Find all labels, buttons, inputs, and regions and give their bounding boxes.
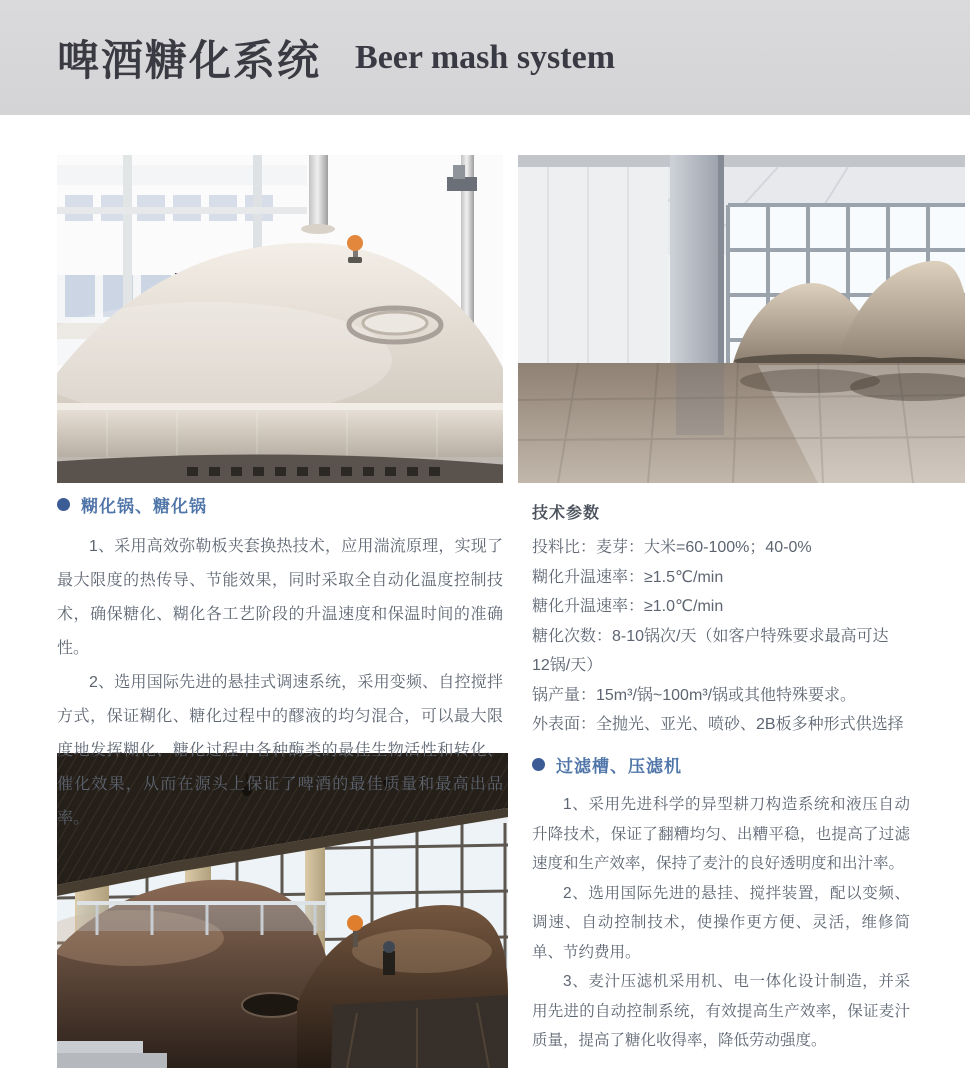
param-feed-ratio: 投料比：麦芽：大米=60-100%；40-0%: [532, 539, 812, 556]
section-heading-mash: [57, 492, 503, 517]
photo-brewhall-two-tuns: [518, 155, 965, 483]
param-gelatinization-rate: 糊化升温速率：≥1.5℃/min: [532, 568, 724, 586]
mash-paragraph-2: 2、选用国际先进的悬挂式调速系统，采用变频、自控搅拌方式，保证糊化、糖化过程中的醪液的均匀混合，可以最大限度地发挥糊化、糖化过程中各种酶类的最佳生物活性和转化、催化效果，从而在源头上保证了啤酒的最佳质量和最高出品率。: [57, 674, 503, 827]
mash-paragraph-1: 1、采用高效弥勒板夹套换热技术，应用湍流原理，实现了最大限度的热传导、节能效果，同时采取全自动化温度控制技术，确保糖化、糊化各工艺阶段的升温速度和保温时间的准确性。: [57, 538, 503, 657]
section-filter-press: [532, 752, 910, 1056]
param-saccharification-rate: 糖化升温速率：≥1.0℃/min: [532, 598, 724, 615]
brewhall-illustration: [518, 155, 965, 483]
param-pot-capacity: 锅产量：15m³/锅~100m³/锅或其他特殊要求。: [532, 686, 857, 704]
page-header: [0, 0, 970, 115]
page-title-english: Beer mash system: [355, 38, 616, 76]
section-mash-pots: [57, 492, 503, 836]
section-title-filter: 过滤槽、压滤机: [556, 757, 682, 776]
section-tech-params: [532, 500, 934, 740]
filter-paragraph-2: 2、选用国际先进的悬挂、搅拌装置，配以变频、调速、自动控制技术，使操作更方便、灵活，维修简单、节约费用。: [532, 884, 910, 961]
section-title-mash: 糊化锅、糖化锅: [81, 497, 207, 516]
filter-paragraph-3: 3、麦汁压滤机采用机、电一体化设计制造，并采用先进的自动控制系统，有效提高生产效率，保证麦汁质量，提高了糖化收得率，降低劳动强度。: [532, 973, 910, 1049]
bullet-icon: [532, 758, 545, 771]
photo-mash-tun-closeup: [57, 155, 503, 483]
param-batches-per-day: 糖化次数：8-10锅次/天（如客户特殊要求最高可达: [532, 627, 889, 645]
param-outer-surface: 外表面：全抛光、亚光、喷砂、2B板多种形式供选择: [532, 716, 904, 733]
section-heading-filter: [532, 752, 910, 777]
bullet-icon: [57, 498, 70, 511]
mash-tun-illustration: [57, 155, 503, 483]
tech-params-title: 技术参数: [532, 505, 601, 522]
filter-paragraph-1: 1、采用先进科学的异型耕刀构造系统和液压自动升降技术，保证了翻糟均匀、出糟平稳，也提高了过滤速度和生产效率，保持了麦汁的良好透明度和出汁率。: [532, 796, 910, 872]
param-batches-per-day-cont: 12锅/天）: [532, 657, 603, 674]
page-title-chinese: 啤酒糖化系统: [57, 36, 322, 84]
